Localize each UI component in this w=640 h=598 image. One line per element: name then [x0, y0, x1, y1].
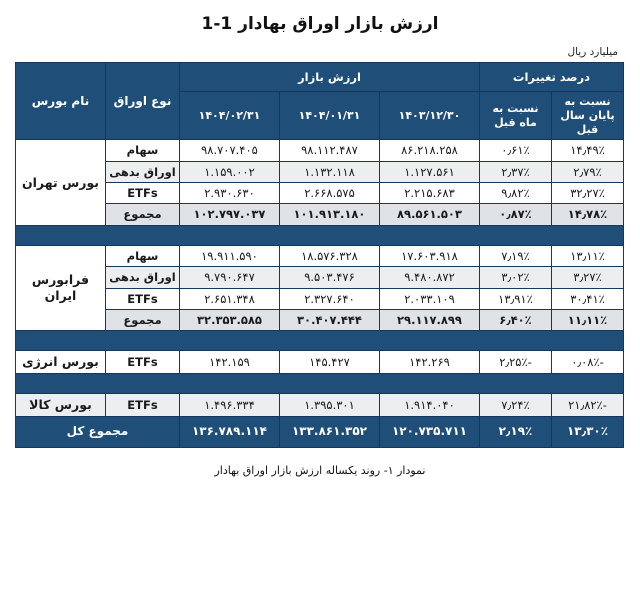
section-divider [15, 331, 623, 351]
cell-value-1404-02-31: ۲.۶۵۱.۳۴۸ [179, 288, 279, 309]
header-group-changes: درصد تغییرات [479, 63, 623, 92]
cell-value-1404-01-31: ۲.۳۲۷.۶۴۰ [279, 288, 379, 309]
cell-type: مجموع [105, 204, 179, 225]
cell-type: ETFs [105, 351, 179, 374]
section-divider [15, 373, 623, 393]
table-row [15, 161, 623, 182]
table-row [15, 245, 623, 266]
table-row-total [15, 204, 623, 225]
cell-type: سهام [105, 245, 179, 266]
table-header [15, 63, 623, 140]
table-row-grand-total [15, 416, 623, 447]
cell-change-year: ۱۴٫۷۸٪ [552, 204, 624, 225]
cell-value-1403-12-30: ۲.۲۱۵.۶۸۳ [379, 183, 479, 204]
cell-value-1404-02-31: ۱۹.۹۱۱.۵۹۰ [179, 245, 279, 266]
cell-change-year: ۳٫۲۷٪ [552, 267, 624, 288]
cell-value-1404-02-31: ۹۸.۷۰۷.۴۰۵ [179, 140, 279, 161]
cell-value-1403-12-30: ۹.۴۸۰.۸۷۲ [379, 267, 479, 288]
cell-change-month: ۹٫۸۲٪ [479, 183, 551, 204]
cell-value-1403-12-30: ۱۷.۶۰۳.۹۱۸ [379, 245, 479, 266]
cell-value-1404-02-31: ۱.۴۹۶.۳۳۴ [179, 393, 279, 416]
header-date-1404-01-31: ۱۴۰۴/۰۱/۳۱ [279, 92, 379, 140]
figure-caption: نمودار ۱- روند یکساله ارزش بازار اوراق بهادار [214, 463, 426, 477]
page-title: ارزش بازار اوراق بهادار 1-1 [201, 14, 439, 34]
cell-change-month: ۰٫۸۷٪ [479, 204, 551, 225]
cell-grand-value-1404-01-31: ۱۳۳.۸۶۱.۳۵۲ [279, 416, 379, 447]
cell-market-farabourse: فرابورس ایران [15, 245, 105, 331]
cell-value-1403-12-30: ۸۶.۲۱۸.۲۵۸ [379, 140, 479, 161]
table-row-total [15, 309, 623, 330]
cell-change-month: ۱۳٫۹۱٪ [479, 288, 551, 309]
cell-value-1404-01-31: ۲.۶۶۸.۵۷۵ [279, 183, 379, 204]
cell-type: اوراق بدهی [105, 161, 179, 182]
cell-change-month: ۶٫۴۰٪ [479, 309, 551, 330]
cell-value-1404-02-31: ۲.۹۳۰.۶۳۰ [179, 183, 279, 204]
table-row [15, 288, 623, 309]
cell-change-year: ۱۴٫۴۹٪ [552, 140, 624, 161]
cell-grand-total-label: مجموع کل [15, 416, 179, 447]
table-row [15, 267, 623, 288]
cell-change-year: -۲۱٫۸۲٪ [552, 393, 624, 416]
cell-market-tehran: بورس تهران [15, 140, 105, 226]
market-value-table [15, 62, 624, 448]
cell-type: ETFs [105, 183, 179, 204]
cell-value-1404-01-31: ۱۰۱.۹۱۳.۱۸۰ [279, 204, 379, 225]
cell-value-1404-01-31: ۹۸.۱۱۲.۴۸۷ [279, 140, 379, 161]
cell-value-1404-01-31: ۱۸.۵۷۶.۳۲۸ [279, 245, 379, 266]
cell-value-1404-01-31: ۱۴۵.۴۲۷ [279, 351, 379, 374]
cell-value-1403-12-30: ۸۹.۵۶۱.۵۰۳ [379, 204, 479, 225]
header-vs-last-month: نسبت به ماه قبل [479, 92, 551, 140]
cell-value-1404-01-31: ۱.۱۳۲.۱۱۸ [279, 161, 379, 182]
table-row [15, 351, 623, 374]
cell-type: اوراق بدهی [105, 267, 179, 288]
table-row [15, 140, 623, 161]
cell-change-month: -۲٫۲۵٪ [479, 351, 551, 374]
table-body [15, 140, 623, 447]
cell-market-commodity: بورس کالا [15, 393, 105, 416]
cell-change-year: ۳۰٫۴۱٪ [552, 288, 624, 309]
cell-type: مجموع [105, 309, 179, 330]
cell-market-energy: بورس انرژی [15, 351, 105, 374]
cell-grand-value-1404-02-31: ۱۳۶.۷۸۹.۱۱۴ [179, 416, 279, 447]
cell-type: ETFs [105, 288, 179, 309]
section-divider [15, 225, 623, 245]
cell-value-1404-02-31: ۹.۷۹۰.۶۴۷ [179, 267, 279, 288]
cell-value-1404-01-31: ۹.۵۰۳.۴۷۶ [279, 267, 379, 288]
cell-value-1404-02-31: ۱۴۲.۱۵۹ [179, 351, 279, 374]
cell-value-1404-02-31: ۱.۱۵۹.۰۰۲ [179, 161, 279, 182]
cell-value-1404-02-31: ۳۲.۳۵۳.۵۸۵ [179, 309, 279, 330]
header-date-1404-02-31: ۱۴۰۴/۰۲/۳۱ [179, 92, 279, 140]
cell-type: ETFs [105, 393, 179, 416]
cell-value-1404-02-31: ۱۰۲.۷۹۷.۰۳۷ [179, 204, 279, 225]
cell-value-1403-12-30: ۱۴۲.۲۶۹ [379, 351, 479, 374]
cell-value-1403-12-30: ۱.۹۱۴.۰۴۰ [379, 393, 479, 416]
cell-change-year: ۲٫۷۹٪ [552, 161, 624, 182]
cell-change-month: ۲٫۳۷٪ [479, 161, 551, 182]
table-row [15, 393, 623, 416]
cell-change-year: -۰٫۰۸٪ [552, 351, 624, 374]
cell-change-month: ۳٫۰۲٪ [479, 267, 551, 288]
cell-grand-value-1403-12-30: ۱۲۰.۷۳۵.۷۱۱ [379, 416, 479, 447]
header-date-1403-12-30: ۱۴۰۳/۱۲/۳۰ [379, 92, 479, 140]
header-vs-last-year: نسبت به پایان سال قبل [552, 92, 624, 140]
cell-change-year: ۱۱٫۱۱٪ [552, 309, 624, 330]
cell-value-1403-12-30: ۲۹.۱۱۷.۸۹۹ [379, 309, 479, 330]
cell-value-1403-12-30: ۱.۱۲۷.۵۶۱ [379, 161, 479, 182]
header-group-value: ارزش بازار [179, 63, 479, 92]
table-row [15, 183, 623, 204]
cell-change-year: ۱۳٫۱۱٪ [552, 245, 624, 266]
cell-change-month: ۷٫۲۴٪ [479, 393, 551, 416]
cell-change-year: ۳۲٫۲۷٪ [552, 183, 624, 204]
cell-value-1404-01-31: ۳۰.۴۰۷.۴۴۴ [279, 309, 379, 330]
cell-value-1403-12-30: ۲.۰۳۳.۱۰۹ [379, 288, 479, 309]
cell-change-month: ۰٫۶۱٪ [479, 140, 551, 161]
cell-value-1404-01-31: ۱.۳۹۵.۳۰۱ [279, 393, 379, 416]
header-col-type: نوع اوراق [105, 63, 179, 140]
cell-type: سهام [105, 140, 179, 161]
header-col-market: نام بورس [15, 63, 105, 140]
cell-change-month: ۷٫۱۹٪ [479, 245, 551, 266]
cell-grand-change-year: ۱۳٫۳۰٪ [552, 416, 624, 447]
cell-grand-change-month: ۲٫۱۹٪ [479, 416, 551, 447]
table-container [16, 62, 624, 448]
unit-label: میلیارد ریال [567, 46, 618, 58]
